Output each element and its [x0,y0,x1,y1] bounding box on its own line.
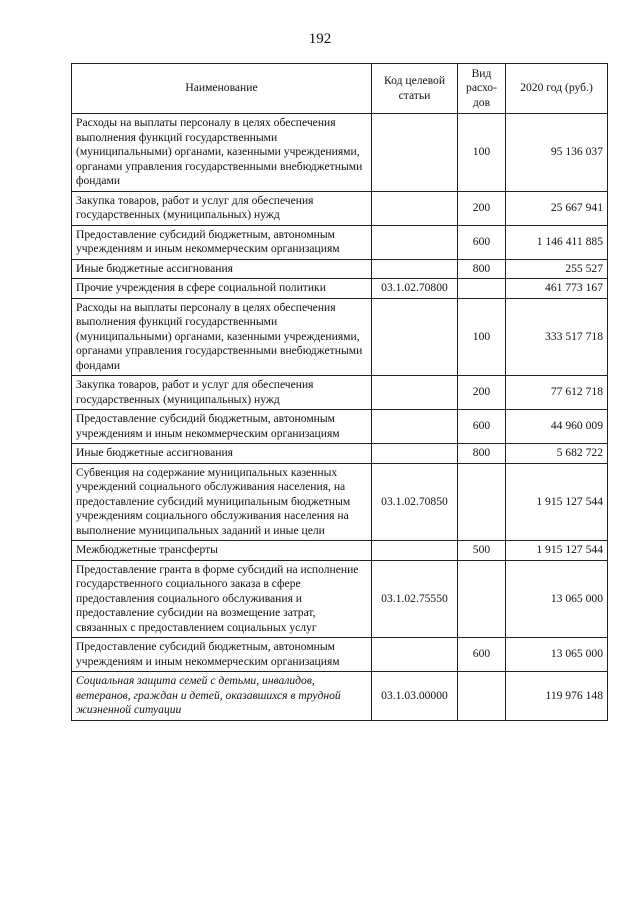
cell-amount: 1 915 127 544 [506,463,608,541]
table-row [72,298,608,376]
table-row [72,410,608,444]
cell-amount: 1 146 411 885 [506,225,608,259]
cell-name: Закупка товаров, работ и услуг для обеспечения государственных (муниципальных) нужд [72,376,372,410]
cell-code: 03.1.02.70850 [372,463,458,541]
header-amount: 2020 год (руб.) [506,64,608,114]
cell-kind [458,463,506,541]
table-row [72,444,608,464]
header-kind: Вид расхо-дов [458,64,506,114]
cell-amount: 77 612 718 [506,376,608,410]
header-name: Наименование [72,64,372,114]
cell-code [372,410,458,444]
cell-code [372,259,458,279]
cell-kind: 800 [458,444,506,464]
cell-code: 03.1.02.70800 [372,279,458,299]
cell-name: Социальная защита семей с детьми, инвалидов, ветеранов, граждан и детей, оказавшихся в трудной жизненной ситуации [72,672,372,721]
cell-amount: 1 915 127 544 [506,541,608,561]
table-row [72,279,608,299]
cell-amount: 13 065 000 [506,638,608,672]
cell-amount: 255 527 [506,259,608,279]
cell-kind: 800 [458,259,506,279]
cell-name: Расходы на выплаты персоналу в целях обеспечения выполнения функций государственными (муниципальными) органами, казенными учреждениями, органами управления государственными внебюджетными фондами [72,114,372,192]
header-code: Код целевой статьи [372,64,458,114]
cell-kind [458,560,506,638]
cell-amount: 25 667 941 [506,191,608,225]
cell-kind: 500 [458,541,506,561]
table-row [72,225,608,259]
cell-name: Иные бюджетные ассигнования [72,259,372,279]
cell-code [372,225,458,259]
cell-name: Предоставление субсидий бюджетным, автономным учреждениям и иным некоммерческим организациям [72,225,372,259]
cell-code: 03.1.02.75550 [372,560,458,638]
table-header-row [72,64,608,114]
cell-name: Закупка товаров, работ и услуг для обеспечения государственных (муниципальных) нужд [72,191,372,225]
cell-kind: 200 [458,376,506,410]
cell-name: Предоставление гранта в форме субсидий на исполнение государственного социального заказа в сфере предоставления социального обслуживания и предоставление субсидии на возмещение затрат, связанных с предоставлением социальных услуг [72,560,372,638]
table-row [72,672,608,721]
table-row [72,114,608,192]
page-number: 192 [308,31,332,47]
cell-name: Иные бюджетные ассигнования [72,444,372,464]
cell-code [372,191,458,225]
cell-amount: 461 773 167 [506,279,608,299]
cell-code [372,376,458,410]
cell-kind: 600 [458,638,506,672]
cell-name: Межбюджетные трансферты [72,541,372,561]
budget-table [71,63,608,721]
cell-kind: 100 [458,298,506,376]
cell-kind: 100 [458,114,506,192]
cell-code [372,638,458,672]
cell-amount: 13 065 000 [506,560,608,638]
cell-code [372,114,458,192]
cell-amount: 5 682 722 [506,444,608,464]
cell-amount: 333 517 718 [506,298,608,376]
cell-amount: 95 136 037 [506,114,608,192]
cell-code: 03.1.03.00000 [372,672,458,721]
cell-amount: 119 976 148 [506,672,608,721]
cell-kind: 600 [458,410,506,444]
table-row [72,376,608,410]
cell-code [372,541,458,561]
cell-kind [458,672,506,721]
table-row [72,463,608,541]
cell-amount: 44 960 009 [506,410,608,444]
cell-kind [458,279,506,299]
table-row [72,560,608,638]
table-row [72,259,608,279]
table-row [72,638,608,672]
cell-code [372,298,458,376]
cell-kind: 200 [458,191,506,225]
cell-name: Предоставление субсидий бюджетным, автономным учреждениям и иным некоммерческим организациям [72,410,372,444]
cell-name: Предоставление субсидий бюджетным, автономным учреждениям и иным некоммерческим организациям [72,638,372,672]
cell-name: Прочие учреждения в сфере социальной политики [72,279,372,299]
cell-name: Расходы на выплаты персоналу в целях обеспечения выполнения функций государственными (муниципальными) органами, казенными учреждениями, органами управления государственными внебюджетными фондами [72,298,372,376]
table-row [72,191,608,225]
cell-kind: 600 [458,225,506,259]
table-row [72,541,608,561]
cell-name: Субвенция на содержание муниципальных казенных учреждений социального обслуживания населения, на предоставление субсидий муниципальным бюджетным учреждениям социального обслуживания населения на выполнение муниципальных заданий и иные цели [72,463,372,541]
cell-code [372,444,458,464]
